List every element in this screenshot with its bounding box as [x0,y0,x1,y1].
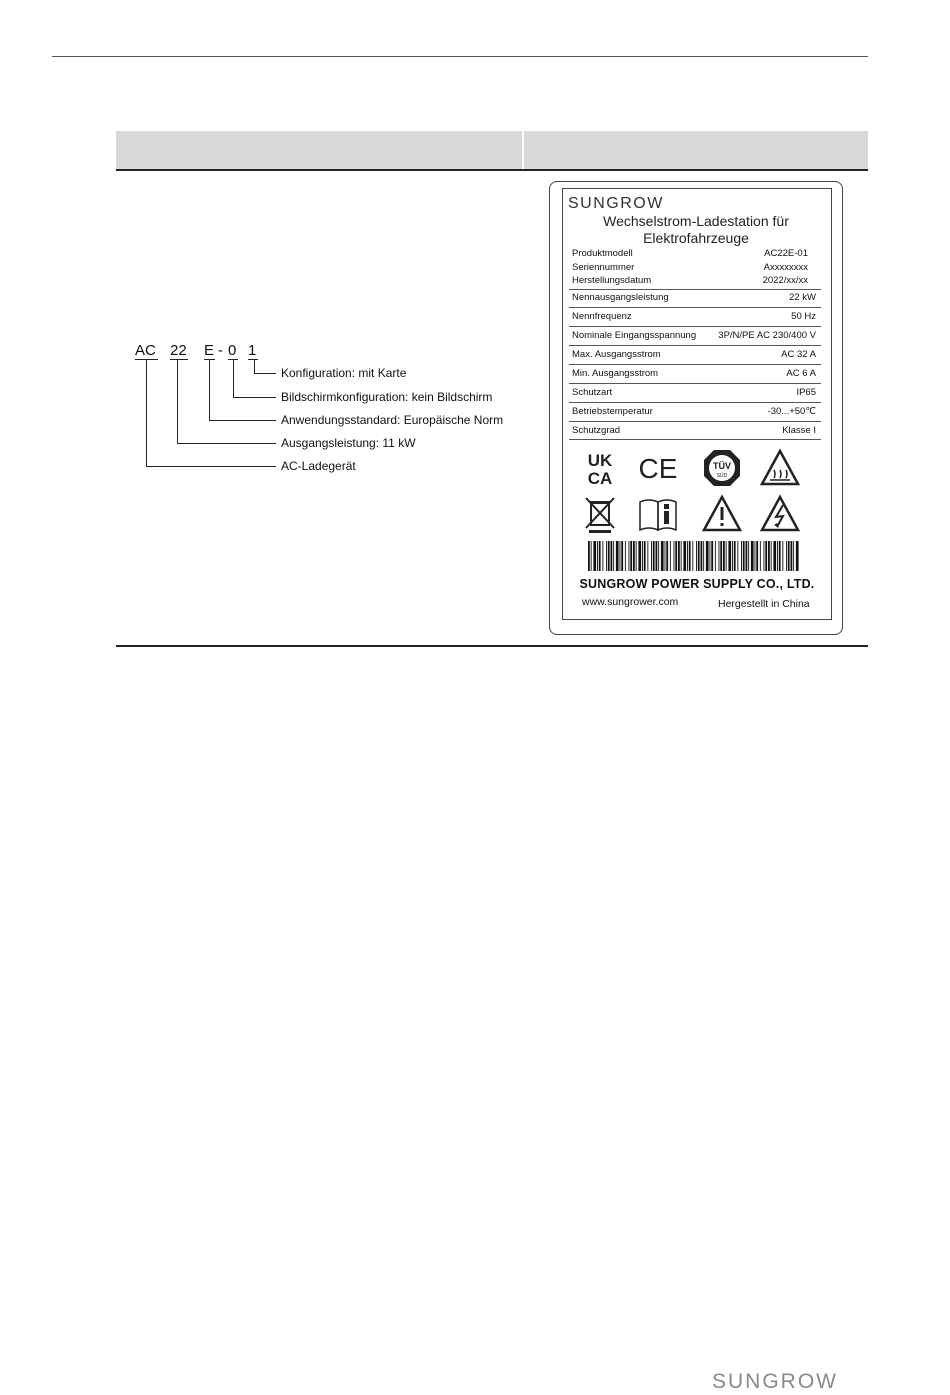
id-row [572,274,816,288]
barcode-bar [737,541,738,571]
spec-key: Min. Ausgangsstrom [572,368,659,379]
ce-text: CE [638,453,678,484]
barcode-bar [656,541,658,571]
barcode-bar [791,541,793,571]
label-website: www.sungrower.com [582,596,679,608]
barcode-bar [782,541,783,571]
barcode-bar [611,541,613,571]
barcode-bar [756,541,758,571]
barcode-bar [723,541,725,571]
barcode-bar [706,541,709,571]
id-key: Seriennummer [572,262,635,273]
barcode-bar [602,541,603,571]
label-brand-logo: SUNGROW [568,195,664,212]
barcode-bar [773,541,776,571]
barcode-bar [597,541,598,571]
spec-key: Schutzart [572,387,613,398]
barcode-bar [748,541,749,571]
barcode-bar [777,541,778,571]
spec-key: Schutzgrad [572,425,621,436]
id-value: Axxxxxxxx [763,262,808,273]
spec-row [572,348,816,362]
label-divider [569,439,821,440]
barcode-bar [701,541,703,571]
barcode-bar [726,541,727,571]
id-key: Herstellungsdatum [572,275,652,286]
desc-screen: Bildschirmkonfiguration: kein Bildschirm [281,390,493,404]
footer-logo: SUNGROW [712,1370,838,1393]
spec-value: IP65 [796,387,816,398]
barcode-bar [638,541,641,571]
barcode-bar [630,541,632,571]
spec-value: AC 6 A [786,368,816,379]
barcode-bar [710,541,711,571]
ukca-ca-text: CA [587,469,613,488]
barcode-bar [621,541,623,571]
spec-key: Nennfrequenz [572,311,632,322]
electric-shock-warning-icon [760,494,800,534]
spec-key: Max. Ausgangsstrom [572,349,661,360]
code-seg-ac: AC [135,342,156,359]
barcode-bar [644,541,646,571]
barcode-bar [674,541,675,571]
code-seg-config: 1 [248,342,257,359]
barcode-bar [741,541,742,571]
barcode-bar [606,541,607,571]
barcode-bar [683,541,686,571]
table-rule-top [116,169,868,171]
general-warning-icon [702,494,742,534]
tuv-mark-icon [702,448,742,488]
barcode-bar [793,541,794,571]
barcode-bar [599,541,601,571]
barcode-bar [608,541,610,571]
label-divider [569,345,821,346]
label-divider [569,326,821,327]
barcode-bar [692,541,693,571]
header-column-divider [522,131,524,169]
weee-bin-icon [580,494,620,534]
barcode-bar [768,541,770,571]
table-rule-bottom [116,645,868,647]
barcode-bar [633,541,635,571]
label-title [568,213,824,247]
barcode-bar [732,541,733,571]
barcode-bar [715,541,716,571]
barcode-bar [771,541,772,571]
barcode-bar [743,541,745,571]
leader-config-h [254,373,276,374]
read-manual-icon [638,494,678,534]
header-rule [52,56,868,57]
barcode-bar [620,541,621,571]
leader-standard-h [209,420,276,421]
barcode-bar [755,541,756,571]
code-seg-dash: - [218,342,223,359]
code-seg-standard: E [204,342,215,359]
spec-row [572,424,816,438]
barcode-bar [796,541,799,571]
spec-row [572,291,816,305]
label-divider [569,402,821,403]
desc-config: Konfiguration: mit Karte [281,366,407,380]
label-title-line1: Wechselstrom-Ladestation für [603,213,789,229]
id-row [572,261,816,275]
leader-ac-v [146,360,147,466]
barcode-bar [681,541,682,571]
leader-screen-h [233,397,276,398]
barcode-bar [751,541,754,571]
label-divider [569,383,821,384]
hot-surface-warning-icon [760,448,800,488]
spec-key: Nennausgangsleistung [572,292,669,303]
spec-key: Nominale Eingangsspannung [572,330,697,341]
barcode-bar [711,541,713,571]
barcode-bar [698,541,700,571]
desc-standard: Anwendungsstandard: Europäische Norm [281,413,504,427]
barcode-bar [720,541,722,571]
barcode-bar [764,541,765,571]
barcode-bar [658,541,659,571]
barcode-bar [593,541,596,571]
barcode-bar [788,541,790,571]
id-key: Produktmodell [572,248,633,259]
barcode-bar [687,541,688,571]
tuv-text: TÜV [713,461,731,471]
barcode-bar [786,541,787,571]
barcode-bar [588,541,590,571]
barcode-bar [675,541,677,571]
barcode-bar [613,541,614,571]
label-divider [569,289,821,290]
spec-value: 50 Hz [791,311,816,322]
barcode-bar [616,541,619,571]
label-made-in: Hergestellt in China [718,598,810,610]
spec-row [572,405,816,419]
barcode-bar [719,541,720,571]
barcode-bar [746,541,748,571]
leader-power-h [177,443,276,444]
barcode-bar [651,541,652,571]
label-divider [569,421,821,422]
barcode-bar [765,541,767,571]
barcode [588,541,800,571]
barcode-bar [625,541,626,571]
barcode-bar [728,541,731,571]
barcode-bar [689,541,691,571]
barcode-bar [666,541,668,571]
barcode-bar [642,541,643,571]
barcode-bar [636,541,637,571]
spec-key: Betriebstemperatur [572,406,653,417]
label-divider [569,307,821,308]
code-seg-power: 22 [170,342,187,359]
spec-value: -30...+50℃ [767,406,816,417]
label-company: SUNGROW POWER SUPPLY CO., LTD. [579,577,815,591]
barcode-bar [647,541,648,571]
leader-power-v [177,360,178,443]
underline-config [248,359,258,360]
spec-value: 3P/N/PE AC 230/400 V [718,330,816,341]
ukca-uk-text: UK [587,451,613,470]
ukca-mark-icon [580,448,620,488]
id-row [572,247,816,261]
barcode-bar [678,541,680,571]
label-title-line2: Elektrofahrzeuge [643,230,749,246]
desc-power: Ausgangsleistung: 11 kW [281,436,416,450]
id-value: 2022/xx/xx [762,275,808,286]
label-divider [569,364,821,365]
barcode-bar [665,541,666,571]
id-value: AC22E-01 [764,248,808,259]
underline-power [170,359,188,360]
spec-value: Klasse I [782,425,816,436]
leader-standard-v [209,360,210,420]
spec-row [572,367,816,381]
leader-screen-v [233,360,234,397]
barcode-bar [779,541,781,571]
code-seg-screen: 0 [228,342,237,359]
barcode-bar [653,541,655,571]
spec-row [572,329,816,343]
barcode-bar [661,541,664,571]
spec-row [572,310,816,324]
spec-value: AC 32 A [781,349,816,360]
spec-value: 22 kW [789,292,816,303]
spec-row [572,386,816,400]
leader-config-v [254,360,255,373]
barcode-bar [734,541,736,571]
leader-ac-h [146,466,276,467]
barcode-bar [670,541,671,571]
tuv-sub-text: SÜD [716,473,728,479]
barcode-bar [696,541,697,571]
barcode-bar [629,541,630,571]
table-header [116,131,868,169]
desc-ac: AC-Ladegerät [281,459,356,473]
barcode-bar [703,541,704,571]
ce-mark-icon [638,448,678,488]
barcode-bar [760,541,761,571]
barcode-bar [591,541,592,571]
